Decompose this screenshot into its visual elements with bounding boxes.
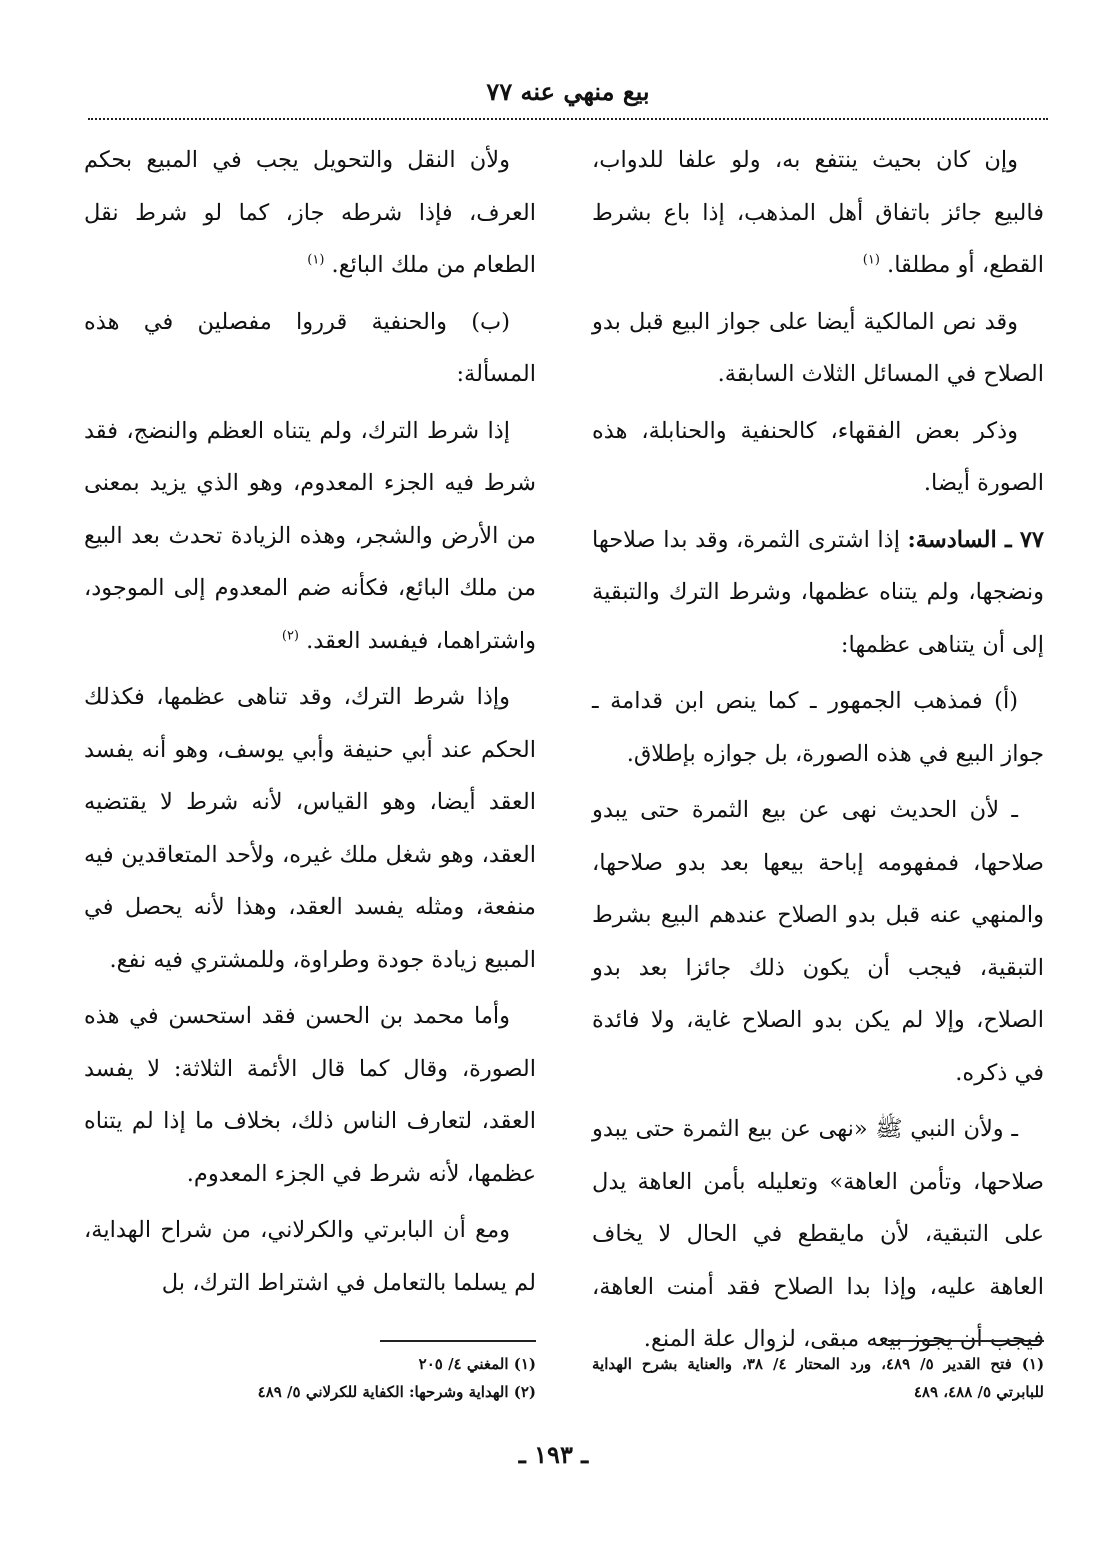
footnote-ref: (١) [862, 252, 880, 268]
footnotes-right [592, 1350, 1044, 1406]
paragraph: وإذا شرط الترك، وقد تناهى عظمها، فكذلك الحكم عند أبي حنيفة وأبي يوسف، وهو أنه يفسد العقد أيضا، وهو القياس، لأنه شرط لا يقتضيه العقد، وهو شغل ملك غيره، ولأحد المتعاقدين فيه منفعة، ومثله يفسد العقد، وهذا لأنه يحصل في المبيع زيادة جودة وطراوة، وللمشتري فيه نفع. [84, 684, 536, 973]
section-text: إذا اشترى الثمرة، وقد بدا صلاحها ونضجها، ولم يتناه عظمها، وشرط الترك والتبقية إلى أن يتناهى عظمها: [592, 526, 1044, 658]
footnotes-left [84, 1350, 536, 1406]
paragraph-text: ولأن النقل والتحويل يجب في المبيع بحكم العرف، فإذا شرطه جاز، كما لو شرط نقل الطعام من ملك البائع. [84, 147, 536, 278]
footnote: (٢) الهداية وشرحها: الكفاية للكرلاني ٥/ ٤٨٩ [257, 1383, 536, 1401]
footnote-ref: (١) [307, 252, 325, 268]
header-dotted-rule [88, 118, 1048, 120]
section-paragraph [592, 514, 1044, 672]
right-column [592, 134, 1044, 1352]
running-title: بيع منهي عنه ٧٧ [486, 77, 650, 106]
running-header [88, 72, 1048, 112]
paragraph [84, 134, 536, 292]
footnote-rule-left [380, 1340, 536, 1342]
section-label: ٧٧ ـ السادسة: [907, 526, 1044, 553]
left-column [84, 134, 536, 1339]
paragraph: (ب) والحنفية قرروا مفصلين في هذه المسألة: [84, 308, 536, 387]
paragraph: ومع أن البابرتي والكرلاني، من شراح الهداية، لم يسلما بالتعامل في اشتراط الترك، بل [84, 1217, 536, 1296]
paragraph: (أ) فمذهب الجمهور ـ كما ينص ابن قدامة ـ جواز البيع في هذه الصورة، بل جوازه بإطلاق. [592, 688, 1044, 767]
paragraph-text: إذا شرط الترك، ولم يتناه العظم والنضج، فقد شرط فيه الجزء المعدوم، وهو الذي يزيد بمعنى من الأرض والشجر، وهذه الزيادة تحدث بعد البيع من ملك البائع، فكأنه ضم المعدوم إلى الموجود، واشتراهما، فيفسد العقد. [84, 417, 536, 654]
paragraph: ـ ولأن النبي ﷺ «نهى عن بيع الثمرة حتى يبدو صلاحها، وتأمن العاهة» وتعليله بأمن العاهة يدل على التبقية، لأن مايقطع في الحال لا يخاف العاهة عليه، وإذا بدا الصلاح فقد أمنت العاهة، فيجب أن يجوز بيعه مبقى، لزوال علة المنع. [592, 1116, 1044, 1352]
footnote-ref: (٢) [281, 628, 299, 643]
footnote-rule-right [888, 1340, 1044, 1342]
paragraph [84, 405, 536, 668]
page-number: ـ ١٩٣ ـ [518, 1440, 589, 1469]
paragraph-text: وإن كان بحيث ينتفع به، ولو علفا للدواب، فالبيع جائز باتفاق أهل المذهب، إذا باع بشرط القطع، أو مطلقا. [592, 147, 1044, 278]
paragraph: وأما محمد بن الحسن فقد استحسن في هذه الصورة، وقال كما قال الأئمة الثلاثة: لا يفسد العقد، لتعارف الناس ذلك، بخلاف ما إذا لم يتناه عظمها، لأنه شرط في الجزء المعدوم. [84, 1003, 536, 1187]
footnote: (١) فتح القدير ٥/ ٤٨٩، ورد المحتار ٤/ ٣٨، والعناية بشرح الهداية للبابرتي ٥/ ٤٨٨، ٤٨٩ [592, 1355, 1045, 1401]
paragraph: وقد نص المالكية أيضا على جواز البيع قبل بدو الصلاح في المسائل الثلاث السابقة. [592, 308, 1044, 387]
paragraph [592, 134, 1044, 292]
paragraph: وذكر بعض الفقهاء، كالحنفية والحنابلة، هذه الصورة أيضا. [592, 417, 1044, 496]
footnote: (١) المغني ٤/ ٢٠٥ [418, 1355, 536, 1373]
paragraph: ـ لأن الحديث نهى عن بيع الثمرة حتى يبدو صلاحها، فمفهومه إباحة بيعها بعد بدو صلاحها، والمنهي عنه قبل بدو الصلاح عندهم البيع بشرط التبقية، فيجب أن يكون ذلك جائزا بعد بدو الصلاح، وإلا لم يكن بدو الصلاح غاية، ولا فائدة في ذكره. [592, 797, 1044, 1086]
